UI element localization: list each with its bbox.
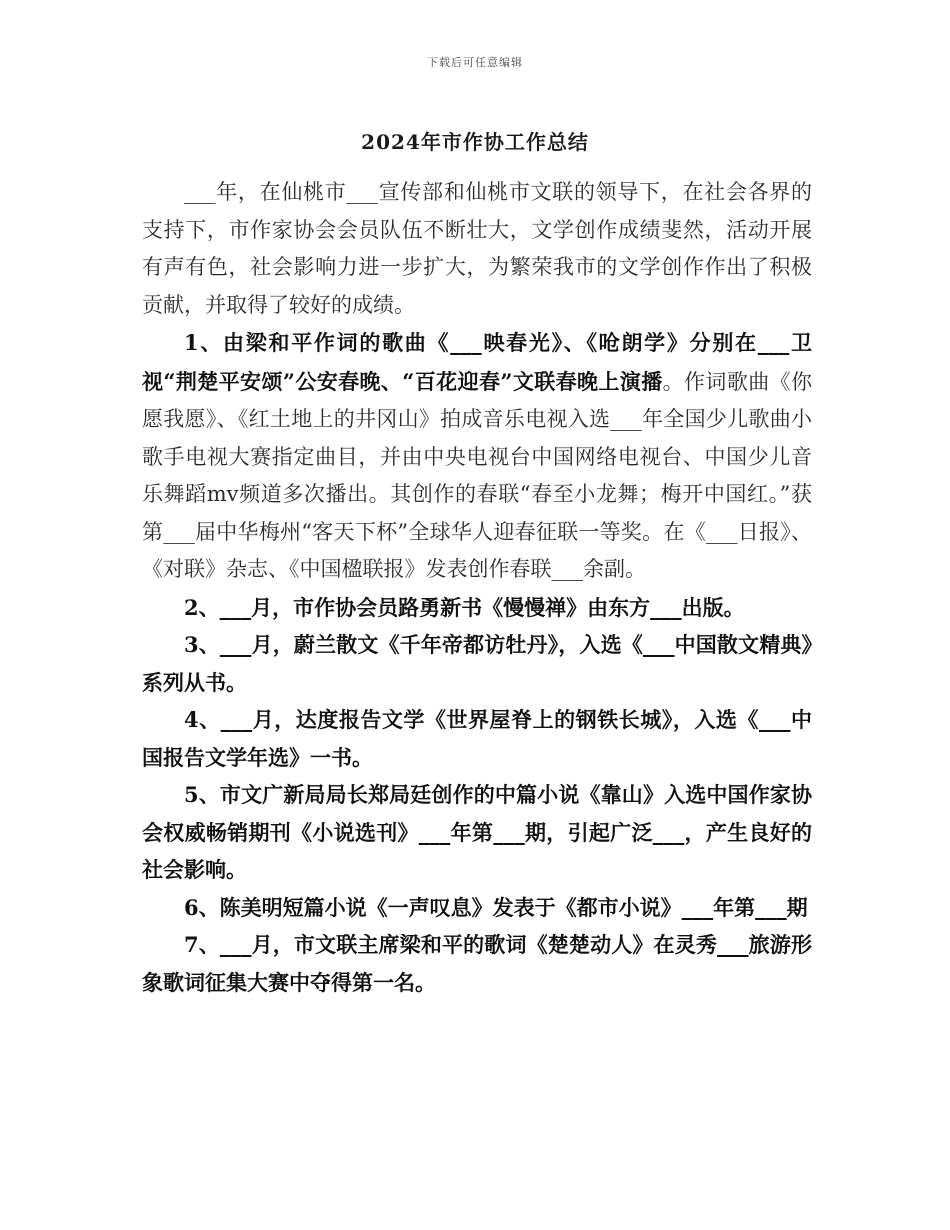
item-2-paragraph: 2、___月，市作协会员路勇新书《慢慢禅》由东方___出版。: [184, 594, 745, 620]
item-1-paragraph: [142, 324, 812, 589]
item-5-paragraph: 5、市文广新局局长郑局廷创作的中篇小说《靠山》入选中国作家协会权威畅销期刊《小说选刊》___年第___期，引起广泛___，产生良好的社会影响。: [142, 782, 812, 882]
intro-paragraph: ___年，在仙桃市___宣传部和仙桃市文联的领导下，在社会各界的支持下，市作家协会会员队伍不断壮大，文学创作成绩斐然，活动开展有声有色，社会影响力进一步扩大，为繁荣我市的文学创作作出了积极贡献，并取得了较好的成绩。: [142, 180, 812, 317]
document-title: 2024年市作协工作总结: [361, 130, 589, 154]
header-note: 下载后可任意编辑: [427, 56, 523, 69]
item-1-plain-text: 。作词歌曲《你愿我愿》、《红土地上的井冈山》拍成音乐电视入选___年全国少儿歌曲小歌手电视大赛指定曲目，并由中央电视台中国网络电视台、中国少儿音乐舞蹈mv频道多次播出。其创作的春联“春至小龙舞；梅开中国红。”获第___届中华梅州“客天下杯”全球华人迎春征联一等奖。在《___日报》、《对联》杂志、《中国楹联报》发表创作春联___余副。: [142, 369, 813, 581]
item-7-paragraph: 7、___月，市文联主席梁和平的歌词《楚楚动人》在灵秀___旅游形象歌词征集大赛中夺得第一名。: [142, 932, 812, 995]
document-body: [142, 174, 812, 1001]
item-1-bold-text: 1、由梁和平作词的歌曲《___映春光》、《呛朗学》分别在___卫视“荆楚平安颂”公安春晚、“百花迎春”文联春晚上演播: [142, 330, 812, 394]
item-6-paragraph: 6、陈美明短篇小说《一声叹息》发表于《都市小说》___年第___期: [184, 894, 808, 920]
item-3-paragraph: 3、___月，蔚兰散文《千年帝都访牡丹》，入选《___中国散文精典》系列从书。: [142, 632, 812, 695]
item-4-paragraph: 4、___月，达度报告文学《世界屋脊上的钢铁长城》，入选《___中国报告文学年选》一书。: [142, 707, 813, 770]
